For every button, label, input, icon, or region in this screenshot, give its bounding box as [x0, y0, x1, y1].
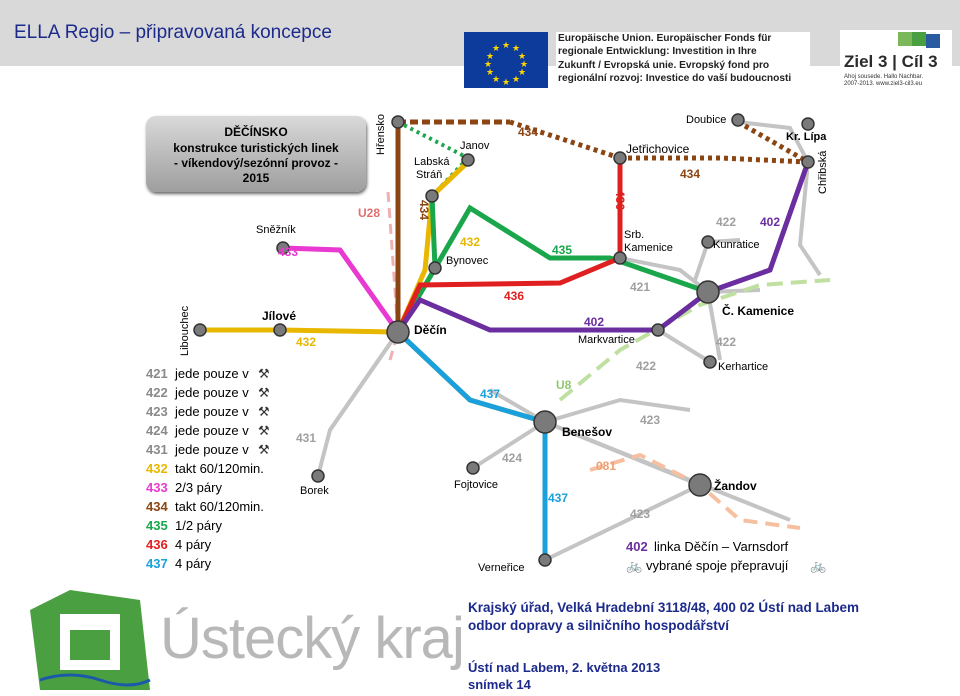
- station-kr-lipa: Kr. Lípa: [786, 131, 827, 143]
- svg-text:432: 432: [146, 461, 168, 476]
- station-borek: Borek: [300, 485, 329, 497]
- svg-text:jede pouze v: jede pouze v: [175, 423, 249, 438]
- legend: [146, 366, 270, 571]
- label-422-a: 422: [716, 215, 737, 229]
- legend-item: [146, 499, 264, 514]
- line-433: [283, 248, 398, 332]
- station-bynovec: Bynovec: [446, 255, 489, 267]
- label-437-b: 437: [548, 491, 569, 505]
- label-437-a: 437: [480, 387, 501, 401]
- label-402-b: 402: [760, 215, 781, 229]
- pickaxe-icon: ⚒: [258, 404, 270, 419]
- pickaxe-icon: ⚒: [258, 366, 270, 381]
- svg-text:★: ★: [483, 59, 493, 69]
- svg-text:★: ★: [517, 51, 527, 61]
- legend-item: [146, 423, 270, 438]
- svg-text:2/3 páry: 2/3 páry: [175, 480, 222, 495]
- svg-text:402: 402: [626, 539, 648, 554]
- svg-text:★: ★: [511, 74, 521, 84]
- station-labska-stran-1: Labská: [414, 156, 450, 168]
- label-423-b: 423: [630, 507, 651, 521]
- svg-text:★: ★: [519, 59, 529, 69]
- legend-item: [146, 366, 270, 381]
- station-doubice: Doubice: [686, 114, 727, 126]
- footer-date: Ústí nad Labem, 2. května 2013: [468, 660, 661, 675]
- label-422-c: 422: [636, 359, 657, 373]
- label-421: 421: [630, 280, 651, 294]
- svg-text:★: ★: [501, 40, 511, 50]
- station-libouchec: Libouchec: [179, 305, 191, 356]
- svg-text:★: ★: [511, 43, 521, 53]
- station-jetrichovice: Jetřichovice: [626, 142, 690, 156]
- label-434-b: 434: [680, 167, 701, 181]
- svg-text:4 páry: 4 páry: [175, 537, 212, 552]
- svg-text:433: 433: [146, 480, 168, 495]
- svg-text:★: ★: [491, 43, 501, 53]
- label-081: 081: [596, 459, 617, 473]
- station-labska-stran-2: Stráň: [416, 169, 443, 181]
- pickaxe-icon: ⚒: [258, 423, 270, 438]
- label-422-b: 422: [716, 335, 737, 349]
- svg-text:421: 421: [146, 366, 168, 381]
- svg-text:takt 60/120min.: takt 60/120min.: [175, 499, 264, 514]
- pickaxe-icon: ⚒: [258, 442, 270, 457]
- station-decin: Děčín: [414, 323, 447, 337]
- label-u28: U28: [358, 206, 381, 220]
- label-436-b: 436: [504, 289, 525, 303]
- label-434-c: 434: [417, 200, 431, 221]
- station-chribska: Chřibská: [817, 150, 829, 194]
- label-423-a: 423: [640, 413, 661, 427]
- station-snieznik: Sněžník: [256, 224, 296, 236]
- station-zandov: Žandov: [714, 479, 757, 493]
- kraj-logo-text: Ústecký kraj: [160, 606, 464, 671]
- label-u8: U8: [556, 378, 572, 392]
- station-srb-kamenice-2: Kamenice: [624, 242, 673, 254]
- svg-text:436: 436: [146, 537, 168, 552]
- bicycle-icon: 🚲: [626, 558, 643, 573]
- eu-fund-text: Europäische Union. Europäischer Fonds für regionale Entwicklung: Investition in Ihre Zukunft / Evropská unie. Evropský fond pro regionální rozvoj: Investice do vaší budoucnosti: [556, 32, 810, 88]
- station-janov: Janov: [460, 140, 490, 152]
- svg-text:434: 434: [146, 499, 168, 514]
- svg-text:422: 422: [146, 385, 168, 400]
- svg-text:★: ★: [491, 74, 501, 84]
- ziel3-web: 2007-2013. www.ziel3-cil3.eu: [844, 81, 923, 87]
- legend2: [626, 539, 826, 573]
- legend-item: [146, 404, 270, 419]
- legend-item: [146, 385, 270, 400]
- footer-address: Krajský úřad, Velká Hradební 3118/48, 400 02 Ústí nad Labem: [468, 600, 859, 615]
- svg-text:jede pouze v: jede pouze v: [175, 404, 249, 419]
- info-title: DĚČÍNSKO: [224, 125, 288, 139]
- label-432-a: 432: [460, 235, 481, 249]
- label-432-b: 432: [296, 335, 317, 349]
- station-vernerice: Verneřice: [478, 562, 525, 574]
- label-431: 431: [296, 431, 317, 445]
- legend-item: [146, 480, 222, 495]
- ziel3-slogan: Ahoj sousede. Hallo Nachbar.: [844, 74, 924, 80]
- svg-text:★: ★: [501, 77, 511, 87]
- svg-text:★: ★: [485, 51, 495, 61]
- label-433: 433: [278, 245, 299, 259]
- info-year: 2015: [242, 171, 270, 185]
- label-402-a: 402: [584, 315, 605, 329]
- legend-item: [146, 461, 264, 476]
- station-benesov: Benešov: [562, 425, 613, 439]
- svg-text:vybrané spoje přepravují: vybrané spoje přepravují: [646, 558, 789, 573]
- svg-text:★: ★: [517, 67, 527, 77]
- station-markvartice: Markvartice: [578, 334, 635, 346]
- svg-text:424: 424: [146, 423, 168, 438]
- label-424: 424: [502, 451, 523, 465]
- svg-text:jede pouze v: jede pouze v: [175, 366, 249, 381]
- svg-text:takt 60/120min.: takt 60/120min.: [175, 461, 264, 476]
- legend-item: [146, 442, 270, 457]
- station-c-kamenice: Č. Kamenice: [722, 304, 795, 318]
- station-kunratice: Kunratice: [713, 239, 760, 251]
- label-435: 435: [552, 243, 573, 257]
- info-line2: konstrukce turistických linek: [173, 141, 339, 155]
- page-title: ELLA Regio – připravovaná koncepce: [14, 22, 332, 43]
- svg-text:423: 423: [146, 404, 168, 419]
- svg-text:431: 431: [146, 442, 168, 457]
- label-434-a: 434: [518, 125, 539, 139]
- legend-item: [146, 537, 212, 552]
- svg-text:★: ★: [485, 67, 495, 77]
- line-437: [398, 332, 545, 560]
- legend-item: [146, 556, 212, 571]
- bicycle-icon: 🚲: [810, 558, 827, 573]
- label-436-a: 436: [613, 190, 627, 211]
- svg-text:1/2 páry: 1/2 páry: [175, 518, 222, 533]
- station-kerhartice: Kerhartice: [718, 361, 769, 373]
- svg-text:jede pouze v: jede pouze v: [175, 442, 249, 457]
- ziel3-title: Ziel 3 | Cíl 3: [844, 52, 938, 71]
- footer-slide: snímek 14: [468, 677, 531, 692]
- svg-text:4 páry: 4 páry: [175, 556, 212, 571]
- station-srb-kamenice-1: Srb.: [624, 229, 645, 241]
- station-fojtovice: Fojtovice: [454, 479, 499, 491]
- kraj-logo-emblem: [30, 590, 150, 690]
- footer-department: odbor dopravy a silničního hospodářství: [468, 618, 730, 633]
- legend-item: [146, 518, 222, 533]
- svg-text:jede pouze v: jede pouze v: [175, 385, 249, 400]
- info-line3: - víkendový/sezónní provoz -: [173, 156, 339, 170]
- svg-text:linka Děčín – Varnsdorf: linka Děčín – Varnsdorf: [654, 539, 789, 554]
- svg-text:435: 435: [146, 518, 168, 533]
- station-jilove: Jílové: [262, 309, 297, 323]
- pickaxe-icon: ⚒: [258, 385, 270, 400]
- station-hrensko: Hřensko: [375, 114, 387, 155]
- svg-text:437: 437: [146, 556, 168, 571]
- info-box: [146, 116, 366, 192]
